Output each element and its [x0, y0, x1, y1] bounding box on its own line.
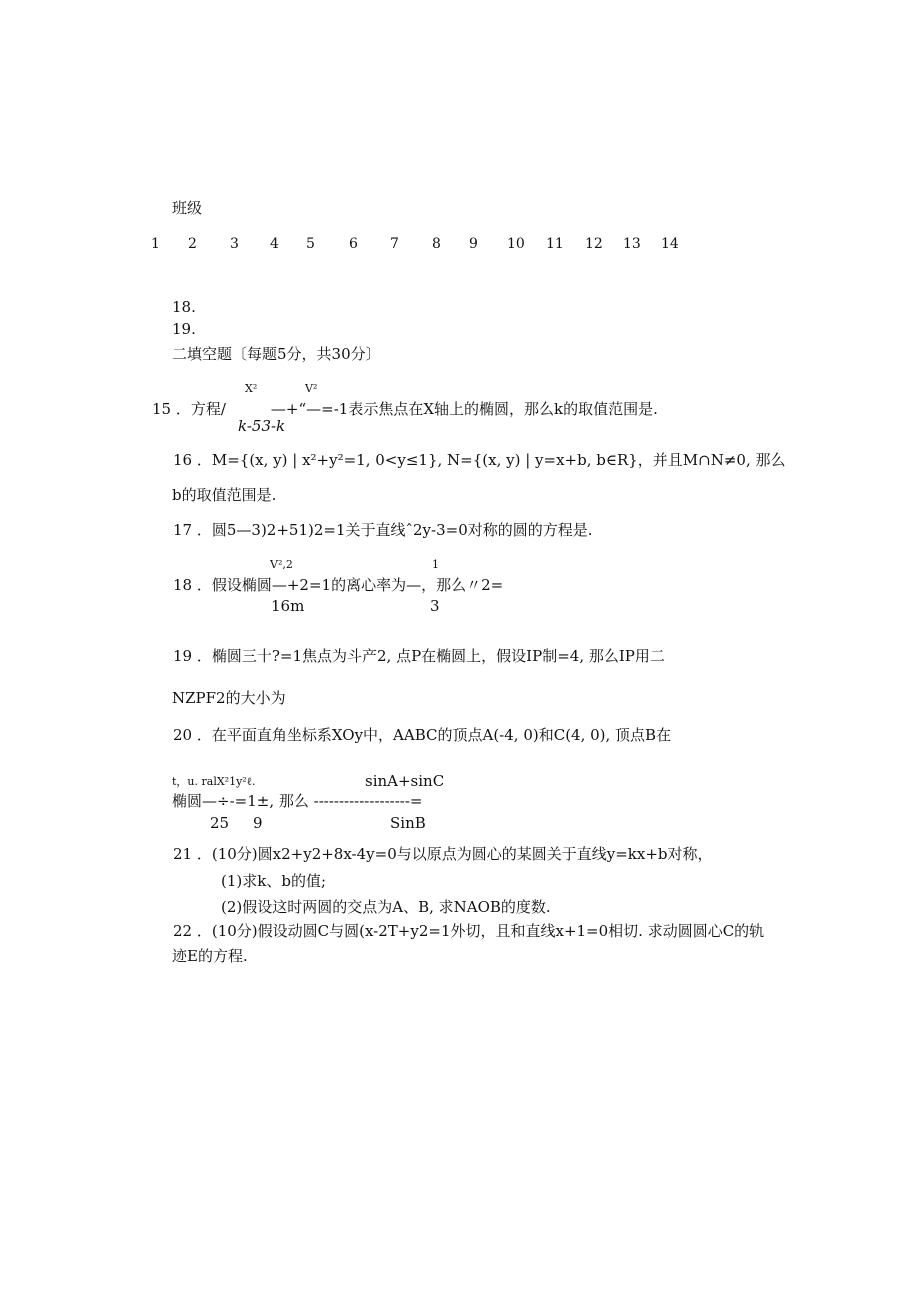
answer-number: 2 [188, 236, 197, 252]
q15-denominator: k-53-k [238, 417, 286, 435]
answer-number: 7 [390, 236, 399, 252]
answer-number: 13 [623, 236, 641, 252]
q21-part1: (1)求k、b的值; [221, 872, 326, 890]
answer-number: 3 [230, 236, 239, 252]
q18-text: 18 ．假设椭圆—+2=1的离心率为—，那么〃2= [173, 576, 504, 594]
answer-number: 6 [349, 236, 358, 252]
q15-text: 15 ．方程/ —+“—=-1表示焦点在X轴上的椭圆，那么k的取值范围是. [152, 400, 658, 418]
q18-denominator-left: 16m [271, 597, 305, 615]
q20-line1: 20 ．在平面直角坐标系XOy中，AABC的顶点A(-4, 0)和C(4, 0), 顶点B在 [173, 726, 672, 744]
q18-superscript-right: 1 [432, 558, 439, 571]
q21-part2: (2)假设这时两圆的交点为A、B, 求NAOB的度数. [221, 898, 551, 916]
q15-superscript-x: X² [245, 382, 258, 395]
q20-denominator-9: 9 [253, 814, 263, 832]
answer-number: 10 [507, 236, 525, 252]
answer-number: 4 [270, 236, 279, 252]
answer-number: 8 [432, 236, 441, 252]
q16-line1: 16 ．M={(x, y) | x²+y²=1, 0<y≤1}, N={(x, y) | y=x+b, b∈R}，并且M∩N≠0, 那么 [173, 451, 786, 469]
extra-number-18: 18. [172, 298, 196, 316]
q21-line1: 21 ．(10分)圆x2+y2+8x-4y=0与以原点为圆心的某圆关于直线y=kx+b对称， [173, 845, 713, 863]
answer-number: 11 [546, 236, 564, 252]
q22-line1: 22 ．(10分)假设动圆C与圆(x-2T+y2=1外切，且和直线x+1=0相切. 求动圆圆心C的轨 [173, 922, 765, 940]
q20-denominator-sinb: SinB [390, 814, 426, 832]
section-title: 二填空题〔每题5分，共30分〕 [172, 345, 381, 363]
q20-numerator: sinA+sinC [365, 772, 445, 790]
q16-line2: b的取值范围是. [172, 486, 277, 504]
q17-text: 17 ．圆5—3)2+51)2=1关于直线ˆ2y-3=0对称的圆的方程是. [173, 521, 593, 539]
q18-denominator-right: 3 [430, 597, 440, 615]
q20-upper-annotation: t，u. ralX²1y²ℓ. [172, 775, 256, 788]
class-label: 班级 [172, 199, 203, 217]
q18-superscript-left: V²,2 [270, 558, 293, 571]
answer-number: 12 [585, 236, 603, 252]
q19-line1: 19 ．椭圆三十?=1焦点为斗产2, 点P在椭圆上，假设IP制=4, 那么IP用二 [173, 647, 665, 665]
answer-number: 14 [661, 236, 679, 252]
q20-denominator-25: 25 [210, 814, 230, 832]
q19-line2: NZPF2的大小为 [172, 689, 286, 707]
extra-number-19: 19. [172, 320, 196, 338]
q15-superscript-v: V² [305, 382, 318, 395]
answer-number: 9 [469, 236, 478, 252]
answer-number: 5 [306, 236, 315, 252]
q20-line2: 椭圆—÷-=1±, 那么 -------------------= [172, 792, 423, 810]
answer-number: 1 [151, 236, 160, 252]
q22-line2: 迹E的方程. [172, 947, 248, 965]
